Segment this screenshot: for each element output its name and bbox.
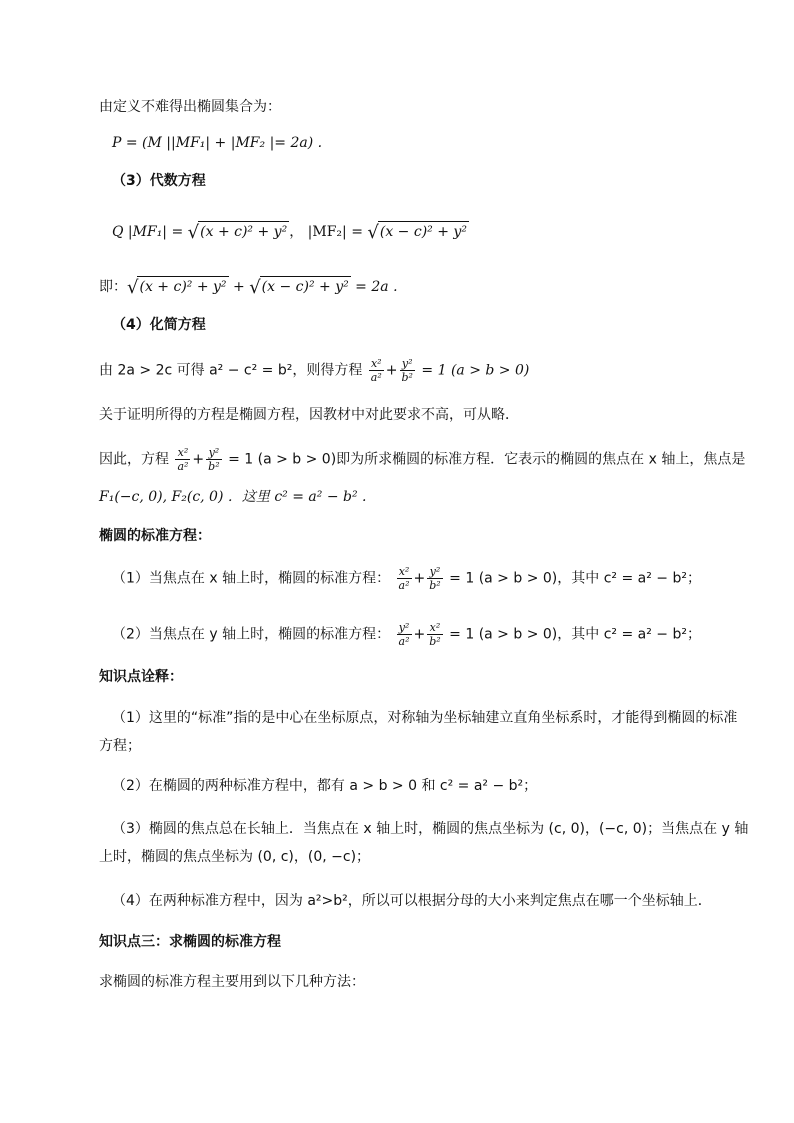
heading-ellipse-standard-equation: 椭圆的标准方程： (99, 528, 211, 544)
fraction: $\frac{\text{y²}}{\text{b²}}$ (429, 565, 441, 592)
fraction: $\frac{\text{x²}}{\text{b²}}$ (429, 621, 441, 648)
paragraph-proof-note: 关于证明所得的方程是椭圆方程，因教材中对此要求不高，可从略． (99, 407, 519, 423)
note-4: （4）在两种标准方程中，因为 a²>b²，所以可以根据分母的大小来判定焦点在哪一个坐标轴上． (112, 893, 712, 909)
heading-simplify-equation: （4）化简方程 (112, 317, 206, 333)
note-3-line-2: 上时，椭圆的焦点坐标为 (0, c)，(0, −c)； (99, 849, 371, 865)
heading-knowledge-point-3: 知识点三：求椭圆的标准方程 (99, 934, 281, 950)
note-1-line-2: 方程； (99, 738, 141, 754)
paragraph-methods-intro: 求椭圆的标准方程主要用到以下几种方法： (99, 974, 365, 990)
note-1-line-1: （1）这里的“标准”指的是中心在坐标原点，对称轴为坐标轴建立直角坐标系时，才能得到椭圆的标准 (112, 710, 738, 726)
formula-foci: F₁(−c, 0), F₂(c, 0) ．这里 c² = a² − b² . (99, 489, 367, 505)
heading-knowledge-notes: 知识点诠释： (99, 669, 183, 685)
note-2: （2）在椭圆的两种标准方程中，都有 a > b > 0 和 c² = a² − b²； (112, 778, 538, 794)
fraction: $\frac{\text{y²}}{\text{a²}}$ (398, 621, 410, 648)
fraction: $\frac{\text{y²}}{\text{b²}}$ (401, 357, 413, 384)
paragraph-y-axis-case: （2）当焦点在 y 轴上时，椭圆的标准方程： $\frac{\text{y²}}{\text{a²}}$ + $\frac{\text{x²}}{\text{b²}}$ = 1 (a > b > 0)，其中 c² = a² − b²； (112, 621, 701, 648)
formula-sum-distances: 即：√(x + c)² + y² + √(x − c)² + y² = 2a . (99, 277, 398, 298)
formula-distances: Q |MF₁| = √(x + c)² + y² ， |MF₂| = √(x − c)² + y² (112, 222, 467, 243)
fraction: $\frac{\text{x²}}{\text{a²}}$ (370, 357, 382, 384)
fraction: $\frac{\text{x²}}{\text{a²}}$ (398, 565, 410, 592)
paragraph-standard-equation: 因此，方程 $\frac{\text{x²}}{\text{a²}}$ + $\frac{\text{y²}}{\text{b²}}$ = 1 (a > b > 0)即为所求椭圆的标准方程．它表示的椭圆的焦点在 x 轴上，焦点是 (99, 446, 746, 473)
formula-ellipse-set: P = (M ||MF₁| + |MF₂ |= 2a) . (112, 135, 323, 151)
paragraph-simplify: 由 2a > 2c 可得 a² − c² = b²，则得方程 $\frac{\text{x²}}{\text{a²}}$ + $\frac{\text{y²}}{\text{b²}}$ = 1 (a > b > 0) (99, 357, 530, 384)
heading-algebraic-equation: （3）代数方程 (112, 173, 206, 189)
fraction: $\frac{\text{y²}}{\text{b²}}$ (208, 446, 220, 473)
paragraph-ellipse-set: 由定义不难得出椭圆集合为： (99, 99, 281, 115)
paragraph-x-axis-case: （1）当焦点在 x 轴上时，椭圆的标准方程： $\frac{\text{x²}}{\text{a²}}$ + $\frac{\text{y²}}{\text{b²}}$ = 1 (a > b > 0)，其中 c² = a² − b²； (112, 565, 701, 592)
fraction: $\frac{\text{x²}}{\text{a²}}$ (177, 446, 189, 473)
note-3-line-1: （3）椭圆的焦点总在长轴上．当焦点在 x 轴上时，椭圆的焦点坐标为 (c, 0)，(−c, 0)；当焦点在 y 轴 (112, 821, 749, 837)
